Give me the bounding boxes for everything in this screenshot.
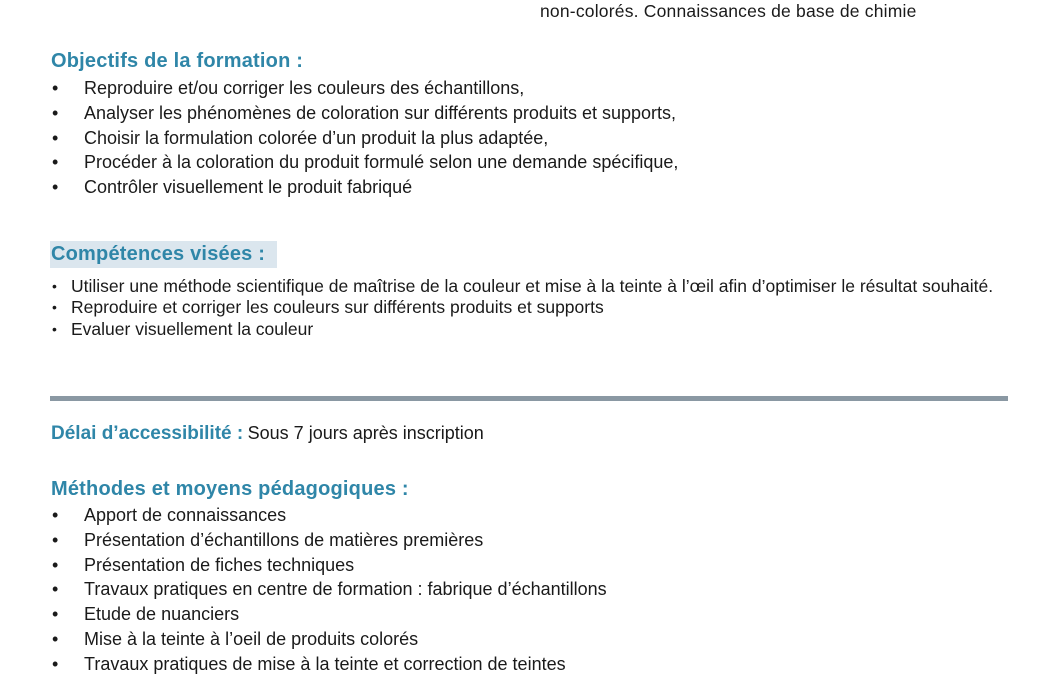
list-item: • Analyser les phénomènes de coloration sur différents produits et supports,	[51, 101, 678, 126]
section-divider	[50, 396, 1008, 401]
list-item: • Procéder à la coloration du produit formulé selon une demande spécifique,	[51, 150, 678, 175]
list-item: • Travaux pratiques en centre de formation : fabrique d’échantillons	[51, 577, 607, 602]
list-item: • Etude de nuanciers	[51, 602, 607, 627]
delai-value: Sous 7 jours après inscription	[247, 423, 484, 443]
prerequis-text: non-colorés. Connaissances de base de chimie	[540, 1, 917, 21]
methodes-heading: Méthodes et moyens pédagogiques :	[51, 478, 409, 500]
list-item: • Présentation de fiches techniques	[51, 553, 607, 578]
list-item: • Reproduire et corriger les couleurs sur différents produits et supports	[51, 297, 1011, 318]
delai-label: Délai d’accessibilité :	[51, 423, 244, 444]
list-item: • Evaluer visuellement la couleur	[51, 319, 1011, 340]
list-item: • Contrôler visuellement le produit fabriqué	[51, 175, 678, 200]
delai-line	[51, 423, 484, 445]
list-item: • Choisir la formulation colorée d’un produit la plus adaptée,	[51, 126, 678, 151]
objectifs-list	[51, 76, 678, 200]
list-item: • Présentation d’échantillons de matières premières	[51, 528, 607, 553]
list-item: • Mise à la teinte à l’oeil de produits colorés	[51, 627, 607, 652]
methodes-list	[51, 503, 607, 677]
list-item: • Reproduire et/ou corriger les couleurs des échantillons,	[51, 76, 678, 101]
objectifs-heading: Objectifs de la formation :	[51, 50, 304, 72]
list-item: • Utiliser une méthode scientifique de maîtrise de la couleur et mise à la teinte à l’œil afin d’optimiser le résultat souhaité.	[51, 276, 1011, 297]
competences-list	[51, 276, 1011, 340]
list-item: • Apport de connaissances	[51, 503, 607, 528]
list-item: • Travaux pratiques de mise à la teinte et correction de teintes	[51, 652, 607, 677]
competences-heading: Compétences visées :	[50, 241, 277, 268]
